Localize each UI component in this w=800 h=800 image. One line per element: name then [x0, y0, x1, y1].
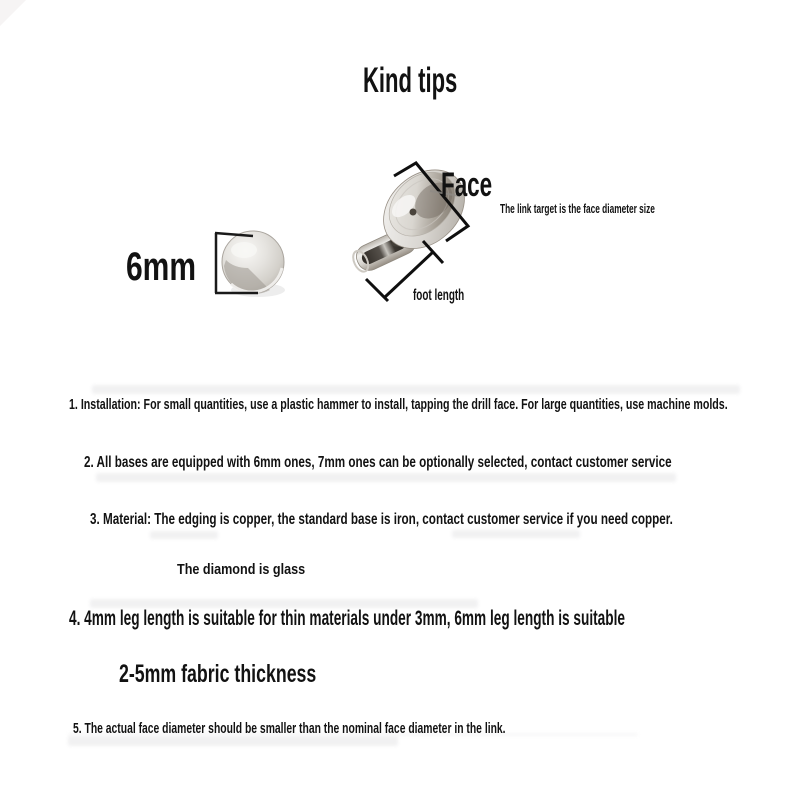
face-dot [410, 209, 417, 216]
page-title: Kind tips [363, 61, 458, 100]
cap-size-label: 6mm [126, 245, 197, 289]
cap-photo [222, 231, 285, 297]
face-label: Face [441, 166, 493, 204]
tip-4: 4. 4mm leg length is suitable for thin materials under 3mm, 6mm leg length is suitable [69, 607, 625, 630]
tip-4b-fabric-thickness: 2-5mm fabric thickness [119, 660, 317, 688]
tip-3: 3. Material: The edging is copper, the standard base is iron, contact customer service if you need copper. [90, 511, 673, 528]
tip-5: 5. The actual face diameter should be smaller than the nominal face diameter in the link. [73, 720, 506, 737]
tip-2: 2. All bases are equipped with 6mm ones, 7mm ones can be optionally selected, contact customer service [84, 454, 672, 471]
face-note: The link target is the face diameter size [500, 201, 655, 216]
tip-3b-diamond-note: The diamond is glass [177, 561, 306, 578]
foot-length-label: foot length [413, 287, 465, 304]
tip-1: 1. Installation: For small quantities, use a plastic hammer to install, tapping the drill face. For large quantities, use machine molds. [69, 396, 728, 413]
